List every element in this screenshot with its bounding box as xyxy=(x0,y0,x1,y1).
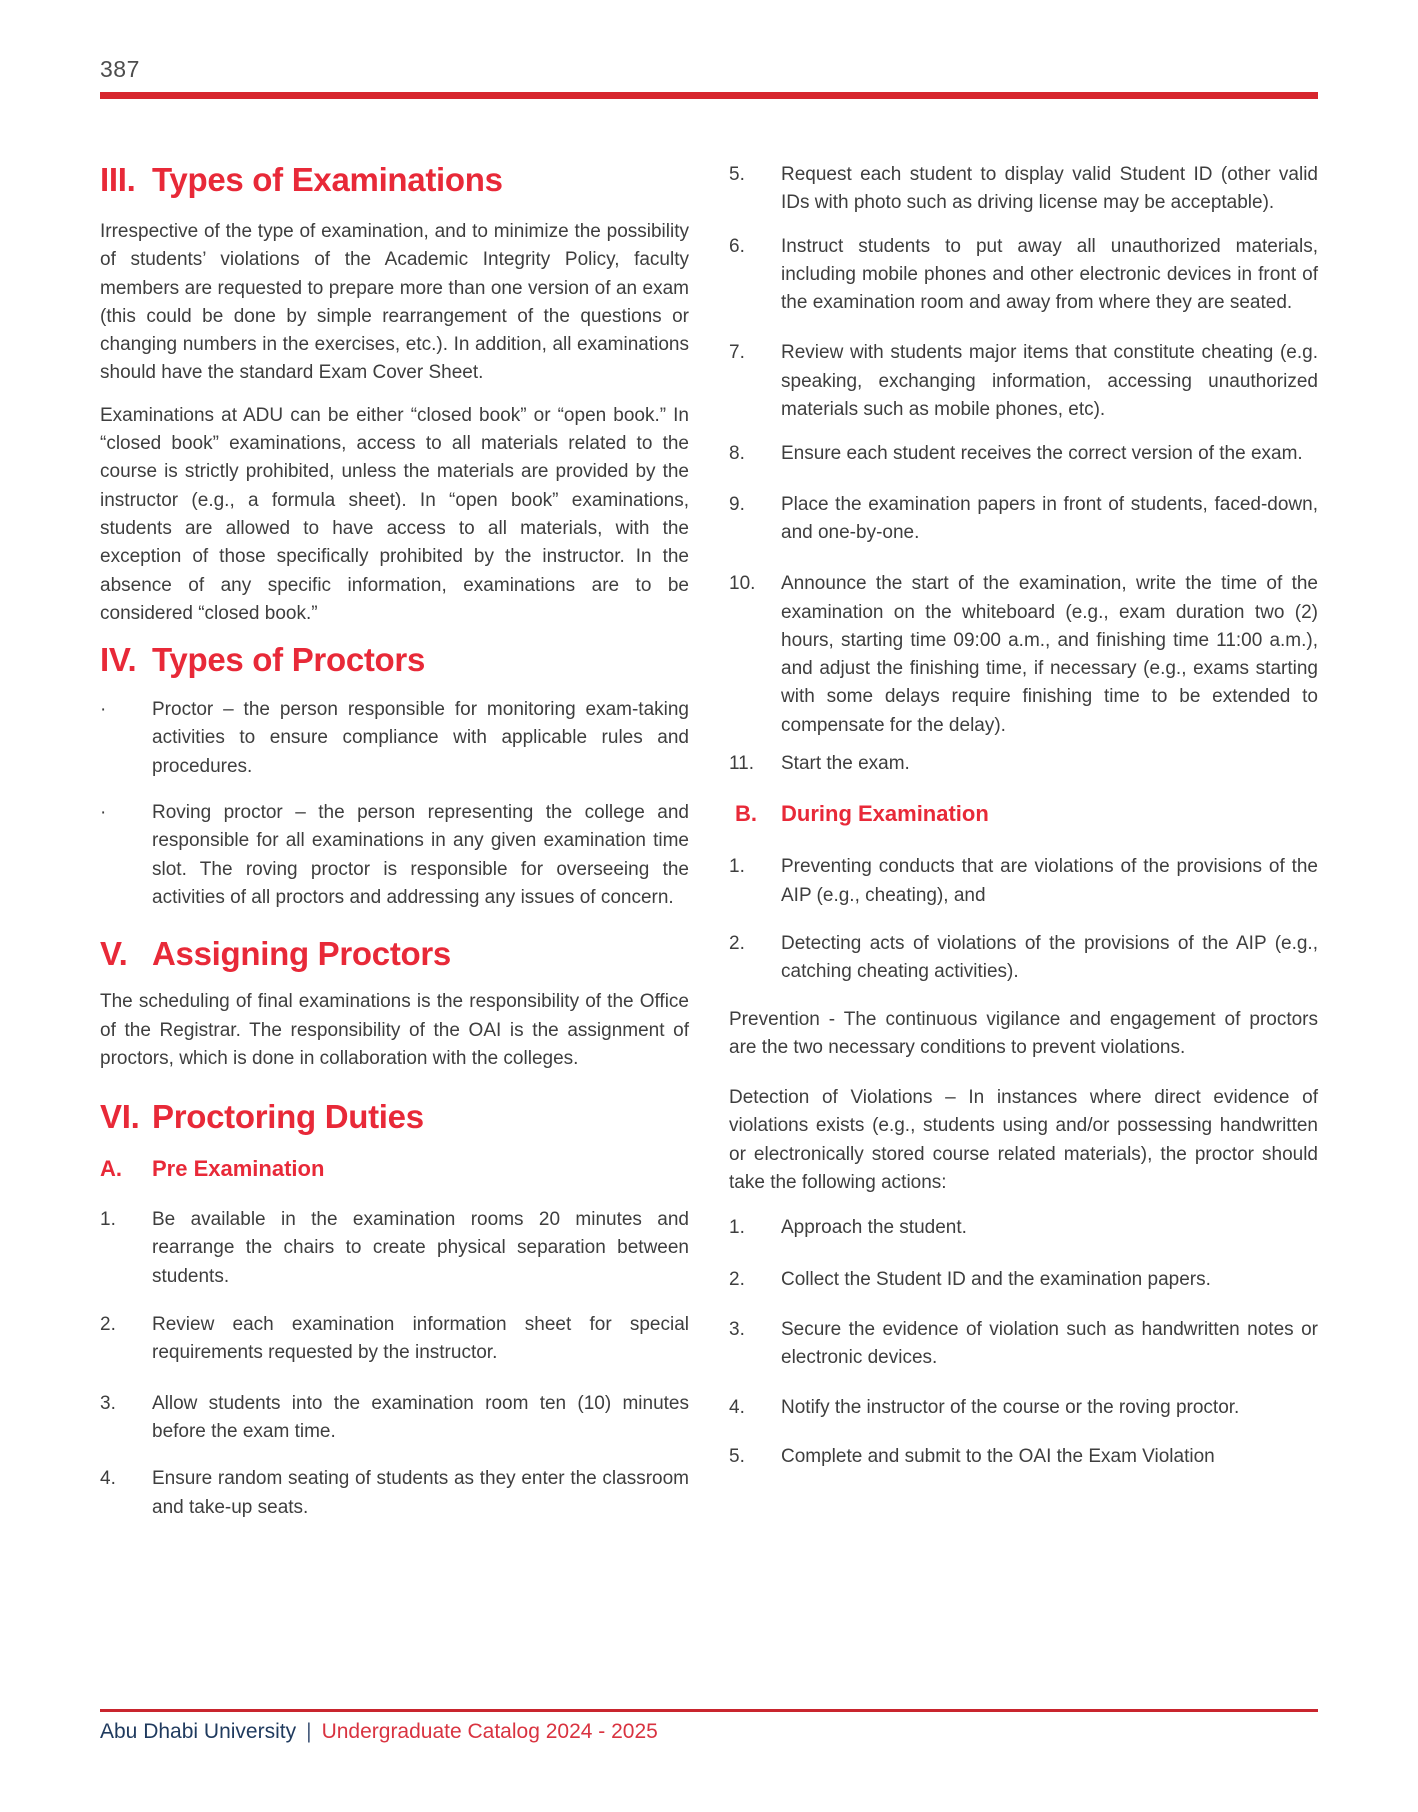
subsection-title: During Examination xyxy=(781,801,989,827)
numbered-item xyxy=(729,233,1318,318)
item-text: Complete and submit to the OAI the Exam Violation xyxy=(781,1445,1215,1467)
item-text: Notify the instructor of the course or the roving proctor. xyxy=(781,1396,1240,1418)
section-number: VI. xyxy=(100,1098,140,1136)
numbered-item xyxy=(729,161,1318,218)
bullet-text: Roving proctor – the person representing the college and responsible for all examinations in any given examination time slot. The roving proctor is responsible for overseeing the activities of all proctors and addressing any issues of concern. xyxy=(152,802,689,908)
footer-rule xyxy=(100,1709,1318,1712)
subsection-heading-pre-examination xyxy=(100,1155,689,1182)
numbered-item xyxy=(729,750,1318,778)
item-number: 5. xyxy=(729,164,745,185)
item-text: Approach the student. xyxy=(781,1217,967,1239)
item-number: 3. xyxy=(100,1392,116,1414)
bullet-marker: · xyxy=(100,802,107,824)
item-text: Ensure each student receives the correct version of the exam. xyxy=(781,443,1303,465)
right-column xyxy=(729,160,1318,1522)
section-heading-assigning-proctors xyxy=(100,934,689,974)
item-text: Be available in the examination rooms 20 minutes and rearrange the chairs to create physical separation between students. xyxy=(152,1209,689,1287)
item-number: 6. xyxy=(729,235,745,257)
section-title: Types of Proctors xyxy=(152,641,426,679)
section-heading-proctoring-duties xyxy=(100,1097,689,1137)
footer xyxy=(100,1718,658,1746)
page-number: 387 xyxy=(100,56,140,82)
bullet-text: Proctor – the person responsible for monitoring exam-taking activities to ensure compliance with applicable rules and procedures. xyxy=(152,699,689,777)
numbered-item xyxy=(100,1390,689,1447)
paragraph: Detection of Violations – In instances where direct evidence of violations exists (e.g., students using and/or possessing handwritten or electronically stored course related materials), the proctor should take the following actions: xyxy=(729,1087,1318,1194)
section-title: Proctoring Duties xyxy=(152,1098,424,1136)
item-text: Place the examination papers in front of students, faced-down, and one-by-one. xyxy=(781,493,1318,543)
item-text: Preventing conducts that are violations of the provisions of the AIP (e.g., cheating), and xyxy=(781,856,1318,906)
item-text: Review each examination information sheet for special requirements requested by the instructor. xyxy=(152,1314,689,1364)
item-number: 4. xyxy=(729,1396,745,1418)
subsection-heading-during-examination xyxy=(729,800,1318,827)
item-number: 2. xyxy=(100,1314,116,1336)
item-number: 10. xyxy=(729,573,756,595)
numbered-item xyxy=(729,1214,1318,1242)
paragraph: Examinations at ADU can be either “closed book” or “open book.” In “closed book” examinations, access to all materials related to the course is strictly prohibited, unless the materials are provided by the instructor (e.g., a formula sheet). In “open book” examinations, students are allowed to have access to all materials, with the exception of those specifically prohibited by the instructor. In the absence of any specific information, examinations are to be considered “closed book.” xyxy=(100,404,689,624)
item-number: 1. xyxy=(729,856,745,878)
bullet-item xyxy=(100,799,689,912)
section-number: V. xyxy=(100,935,128,973)
section-heading-types-of-examinations xyxy=(100,160,689,200)
numbered-item xyxy=(729,1443,1318,1471)
paragraph: The scheduling of final examinations is the responsibility of the Office of the Registrar. The responsibility of the OAI is the assignment of proctors, which is done in collaboration with the colleges. xyxy=(100,991,689,1069)
numbered-item xyxy=(729,1266,1318,1294)
footer-institution: Abu Dhabi University xyxy=(100,1720,297,1743)
item-number: 1. xyxy=(100,1209,116,1231)
item-number: 11. xyxy=(729,753,755,775)
numbered-item xyxy=(729,1394,1318,1422)
item-text: Request each student to display valid Student ID (other valid IDs with photo such as driving license may be acceptable). xyxy=(781,164,1318,214)
item-number: 3. xyxy=(729,1318,745,1340)
section-heading-types-of-proctors xyxy=(100,640,689,680)
numbered-item xyxy=(729,1316,1318,1373)
bullet-item xyxy=(100,696,689,781)
item-number: 1. xyxy=(729,1217,745,1239)
item-text: Ensure random seating of students as they enter the classroom and take-up seats. xyxy=(152,1468,689,1518)
left-column xyxy=(100,160,689,1522)
numbered-item xyxy=(729,491,1318,548)
paragraph: Irrespective of the type of examination, and to minimize the possibility of students’ violations of the Academic Integrity Policy, faculty members are requested to prepare more than one version of an exam (this could be done by simple rearrangement of the questions or changing numbers in the exercises, etc.). In addition, all examinations should have the standard Exam Cover Sheet. xyxy=(100,221,689,384)
item-text: Start the exam. xyxy=(781,753,910,775)
numbered-item xyxy=(100,1206,689,1291)
item-number: 7. xyxy=(729,342,745,364)
numbered-item xyxy=(100,1311,689,1368)
section-number: III. xyxy=(100,161,136,198)
subsection-label: A. xyxy=(100,1156,122,1182)
section-title: Assigning Proctors xyxy=(152,935,451,973)
item-number: 9. xyxy=(729,493,745,515)
item-number: 8. xyxy=(729,443,745,465)
header-rule xyxy=(100,92,1318,99)
section-title: Types of Examinations xyxy=(152,161,503,198)
item-text: Review with students major items that constitute cheating (e.g. speaking, exchanging information, accessing unauthorized materials such as mobile phones, etc). xyxy=(781,342,1318,421)
numbered-item xyxy=(729,440,1318,468)
numbered-item xyxy=(100,1465,689,1522)
item-text: Announce the start of the examination, write the time of the examination on the whiteboard (e.g., exam duration two (2) hours, starting time 09:00 a.m., and finishing time 11:00 a.m.), and adjust the finishing time, if necessary (e.g., exams starting with some delays require finishing time to be extended to compensate for the delay). xyxy=(781,573,1318,736)
item-text: Instruct students to put away all unauthorized materials, including mobile phones and other electronic devices in front of the examination room and away from where they are seated. xyxy=(781,235,1318,314)
item-number: 4. xyxy=(100,1468,116,1490)
numbered-item xyxy=(729,570,1318,740)
item-number: 2. xyxy=(729,932,745,954)
item-text: Detecting acts of violations of the provisions of the AIP (e.g., catching cheating activities). xyxy=(781,932,1318,983)
paragraph: Prevention - The continuous vigilance and engagement of proctors are the two necessary conditions to prevent violations. xyxy=(729,1008,1318,1058)
item-number: 5. xyxy=(729,1445,745,1467)
subsection-label: B. xyxy=(735,801,757,827)
section-number: IV. xyxy=(100,641,137,679)
subsection-title: Pre Examination xyxy=(152,1156,325,1182)
item-text: Collect the Student ID and the examination papers. xyxy=(781,1268,1211,1290)
numbered-item xyxy=(729,853,1318,910)
bullet-marker: · xyxy=(100,699,107,721)
item-text: Secure the evidence of violation such as handwritten notes or electronic devices. xyxy=(781,1318,1318,1369)
footer-catalog: Undergraduate Catalog 2024 - 2025 xyxy=(321,1720,658,1743)
numbered-item xyxy=(729,930,1318,987)
item-number: 2. xyxy=(729,1268,745,1290)
footer-separator: | xyxy=(306,1720,312,1743)
numbered-item xyxy=(729,339,1318,424)
content-columns xyxy=(100,160,1318,1522)
item-text: Allow students into the examination room ten (10) minutes before the exam time. xyxy=(152,1392,689,1442)
